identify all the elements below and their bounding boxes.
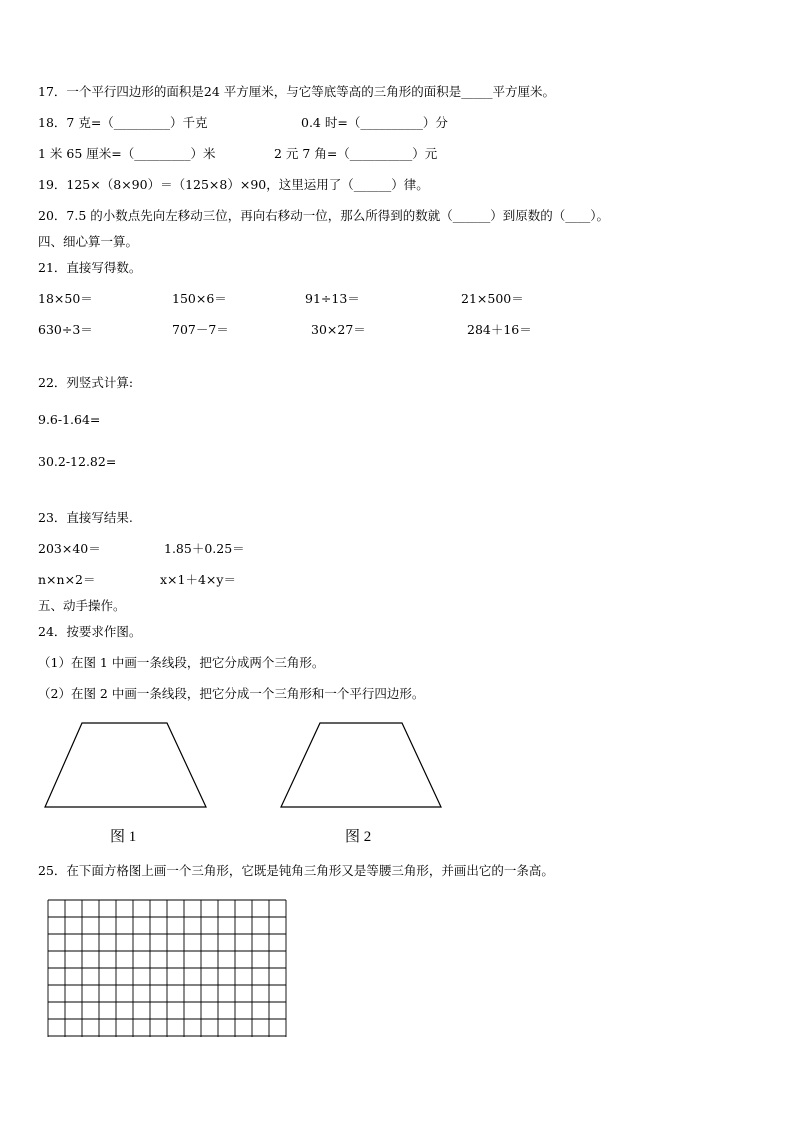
section-5-heading: 五、动手操作。 [38,598,126,613]
trapezoid-figure-2 [281,723,441,807]
question-18-yuan: 2 元 7 角=（__________）元 [274,146,438,161]
vertical-calc-item: 9.6-1.64= [38,412,101,427]
calc-item: 21×500＝ [461,291,524,306]
vertical-calc-item: 30.2-12.82= [38,454,117,469]
calc-item: 630÷3＝ [38,322,93,337]
question-18-gram: 18．7 克=（_________）千克 [38,115,208,130]
section-4-heading: 四、细心算一算。 [38,234,139,249]
question-20: 20．7.5 的小数点先向左移动三位，再向右移动一位，那么所得到的数就（______）到原数的（____）。 [38,208,610,223]
question-24: 24．按要求作图。 [38,624,142,639]
question-24-part-1: （1）在图 1 中画一条线段，把它分成两个三角形。 [38,655,325,670]
calc-item: 91÷13＝ [305,291,360,306]
question-24-part-2: （2）在图 2 中画一条线段，把它分成一个三角形和一个平行四边形。 [38,686,425,701]
question-18-meter: 1 米 65 厘米=（_________）米 [38,146,216,161]
trapezoid-figure-1 [45,723,206,807]
result-item: 203×40＝ [38,541,101,556]
figure-2-caption: 图 2 [345,829,372,845]
question-25: 25．在下面方格图上画一个三角形，它既是钝角三角形又是等腰三角形，并画出它的一条高。 [38,863,554,878]
calc-item: 18×50＝ [38,291,93,306]
calc-item: 30×27＝ [311,322,366,337]
question-19: 19．125×（8×90）＝（125×8）×90，这里运用了（______）律。 [38,177,429,192]
question-18-hour: 0.4 时=（__________）分 [301,115,448,130]
square-grid [48,900,286,1037]
result-item: 1.85＋0.25＝ [164,541,245,556]
question-21: 21．直接写得数。 [38,260,142,275]
figure-1-caption: 图 1 [110,829,137,845]
calc-item: 707－7＝ [172,322,229,337]
question-23: 23．直接写结果. [38,510,133,525]
calc-item: 150×6＝ [172,291,227,306]
result-item: n×n×2＝ [38,572,96,587]
calc-item: 284＋16＝ [467,322,532,337]
question-22: 22．列竖式计算: [38,375,134,390]
result-item: x×1＋4×y＝ [160,572,236,587]
question-17: 17．一个平行四边形的面积是24 平方厘米，与它等底等高的三角形的面积是_____平方厘米。 [38,84,556,99]
